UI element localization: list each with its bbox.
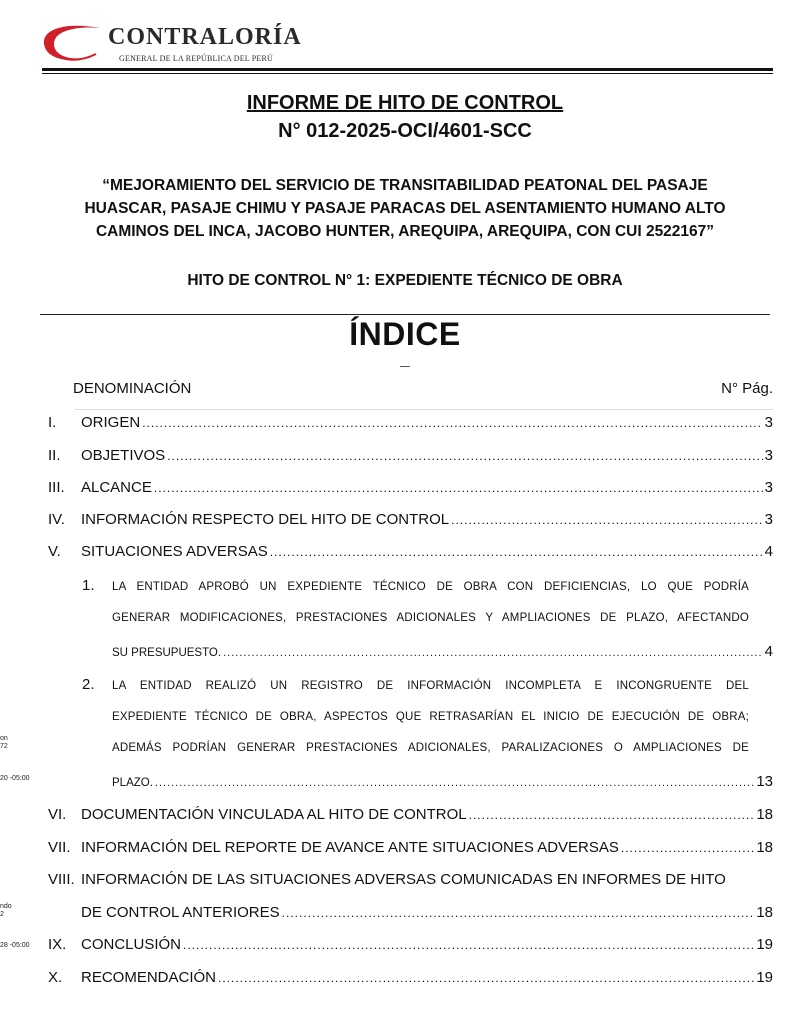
toc-entry-documentacion[interactable] — [48, 806, 773, 828]
toc-number: I. — [48, 414, 57, 431]
project-title — [40, 174, 770, 243]
toc-page-number: 19 — [756, 936, 773, 953]
signature-stub: 2 — [0, 911, 4, 918]
toc-entry-situaciones-adversas[interactable] — [48, 543, 773, 565]
toc-number: VII. — [48, 839, 71, 856]
toc-leader — [282, 906, 755, 920]
brand-name: CONTRALORÍA — [108, 24, 302, 50]
toc-subentry-number: 2. — [82, 676, 95, 693]
toc-entry-situaciones-comunicadas-cont[interactable] — [48, 904, 773, 926]
toc-leader — [621, 841, 754, 855]
header-divider — [42, 68, 773, 71]
toc-subentry-line: EXPEDIENTE TÉCNICO DE OBRA, ASPECTOS QUE RETRASARÍAN EL INICIO DE EJECUCIÓN DE OBRA; — [112, 711, 749, 723]
toc-subentry-line: LA ENTIDAD REALIZÓ UN REGISTRO DE INFORMACIÓN INCOMPLETA E INCONGRUENTE DEL — [112, 680, 749, 692]
toc-leader — [167, 449, 762, 463]
toc-number: IX. — [48, 936, 67, 953]
toc-label: INFORMACIÓN DEL REPORTE DE AVANCE ANTE SITUACIONES ADVERSAS — [81, 839, 619, 856]
toc-label: ORIGEN — [81, 414, 141, 431]
toc-page-number: 3 — [764, 511, 773, 528]
toc-number: III. — [48, 479, 65, 496]
toc-leader — [218, 971, 754, 985]
toc-page-number: 3 — [764, 414, 773, 431]
toc-number: IV. — [48, 511, 65, 528]
toc-leader — [270, 545, 763, 559]
project-title-line: HUASCAR, PASAJE CHIMU Y PASAJE PARACAS DEL ASENTAMIENTO HUMANO ALTO — [84, 200, 726, 217]
toc-leader — [469, 808, 755, 822]
toc-leader — [223, 647, 763, 659]
toc-entry-situaciones-comunicadas[interactable] — [48, 871, 773, 893]
report-title: INFORME DE HITO DE CONTROL — [246, 92, 564, 114]
toc-label: DE CONTROL ANTERIORES — [81, 904, 280, 921]
toc-entry-objetivos[interactable] — [48, 447, 773, 469]
toc-leader — [183, 938, 754, 952]
toc-label: INFORMACIÓN DE LAS SITUACIONES ADVERSAS COMUNICADAS EN INFORMES DE HITO — [81, 871, 726, 888]
column-header-divider — [75, 409, 773, 410]
header-divider-thin — [42, 73, 773, 74]
contraloria-swoosh-icon — [38, 18, 108, 66]
toc-label: OBJETIVOS — [81, 447, 166, 464]
toc-label: INFORMACIÓN RESPECTO DEL HITO DE CONTROL — [81, 511, 450, 528]
toc-leader — [142, 416, 762, 430]
toc-page-number: 13 — [756, 773, 773, 790]
toc-page-number: 4 — [764, 543, 773, 560]
toc-subentry-line: LA ENTIDAD APROBÓ UN EXPEDIENTE TÉCNICO DE OBRA CON DEFICIENCIAS, LO QUE PODRÍA — [112, 581, 749, 593]
toc-page-number: 3 — [764, 447, 773, 464]
column-header-denomination: DENOMINACIÓN — [73, 380, 192, 397]
toc-subentry-last-line — [112, 643, 773, 660]
toc-subentry-line: SU PRESUPUESTO. — [112, 647, 222, 659]
project-title-line: “MEJORAMIENTO DEL SERVICIO DE TRANSITABILIDAD PEATONAL DEL PASAJE — [102, 177, 708, 194]
milestone-heading: HITO DE CONTROL N° 1: EXPEDIENTE TÉCNICO DE OBRA — [187, 272, 623, 289]
toc-label: RECOMENDACIÓN — [81, 969, 217, 986]
toc-number: X. — [48, 969, 63, 986]
toc-number: V. — [48, 543, 61, 560]
toc-number: II. — [48, 447, 61, 464]
section-divider — [40, 314, 770, 315]
toc-page-number: 3 — [764, 479, 773, 496]
column-header-page: N° Pág. — [721, 380, 773, 397]
toc-page-number: 18 — [756, 806, 773, 823]
toc-entry-alcance[interactable] — [48, 479, 773, 501]
index-title: ÍNDICE — [349, 316, 461, 352]
toc-page-number: 4 — [764, 643, 773, 660]
toc-entry-conclusion[interactable] — [48, 936, 773, 958]
signature-stub: 72 — [0, 743, 8, 750]
toc-subentry-line: GENERAR MODIFICACIONES, PRESTACIONES ADICIONALES Y AMPLIACIONES DE PLAZO, AFECTANDO — [112, 612, 749, 624]
toc-leader — [155, 777, 754, 789]
brand-subtitle: GENERAL DE LA REPÚBLICA DEL PERÚ — [119, 54, 274, 63]
toc-entry-origen[interactable] — [48, 414, 773, 436]
toc-label: DOCUMENTACIÓN VINCULADA AL HITO DE CONTROL — [81, 806, 467, 823]
toc-leader — [451, 513, 763, 527]
toc-subentry-line: ADEMÁS PODRÍAN GENERAR PRESTACIONES ADICIONALES, PARALIZACIONES O AMPLIACIONES DE — [112, 742, 749, 754]
toc-label: ALCANCE — [81, 479, 152, 496]
report-number: N° 012-2025-OCI/4601-SCC — [278, 120, 532, 142]
project-title-line: CAMINOS DEL INCA, JACOBO HUNTER, AREQUIPA, AREQUIPA, CON CUI 2522167” — [95, 223, 715, 240]
index-title-dash — [400, 366, 410, 367]
toc-page-number: 18 — [756, 839, 773, 856]
toc-entry-reporte-avance[interactable] — [48, 839, 773, 861]
contraloria-logo — [38, 18, 338, 68]
signature-stub: ndo — [0, 903, 12, 910]
toc-subentry-last-line — [112, 773, 773, 790]
signature-stub: on — [0, 735, 8, 742]
toc-page-number: 19 — [756, 969, 773, 986]
toc-number: VI. — [48, 806, 67, 823]
toc-label: SITUACIONES ADVERSAS — [81, 543, 268, 560]
toc-subentry-number: 1. — [82, 577, 95, 594]
signature-stub: 28 -05:00 — [0, 942, 30, 949]
toc-entry-informacion-hito[interactable] — [48, 511, 773, 533]
toc-leader — [154, 481, 763, 495]
toc-page-number: 18 — [756, 904, 773, 921]
toc-entry-recomendacion[interactable] — [48, 969, 773, 991]
toc-subentry-line: PLAZO. — [112, 777, 153, 789]
toc-number: VIII. — [48, 871, 75, 888]
signature-stub: 20 -05:00 — [0, 775, 30, 782]
toc-label: CONCLUSIÓN — [81, 936, 182, 953]
